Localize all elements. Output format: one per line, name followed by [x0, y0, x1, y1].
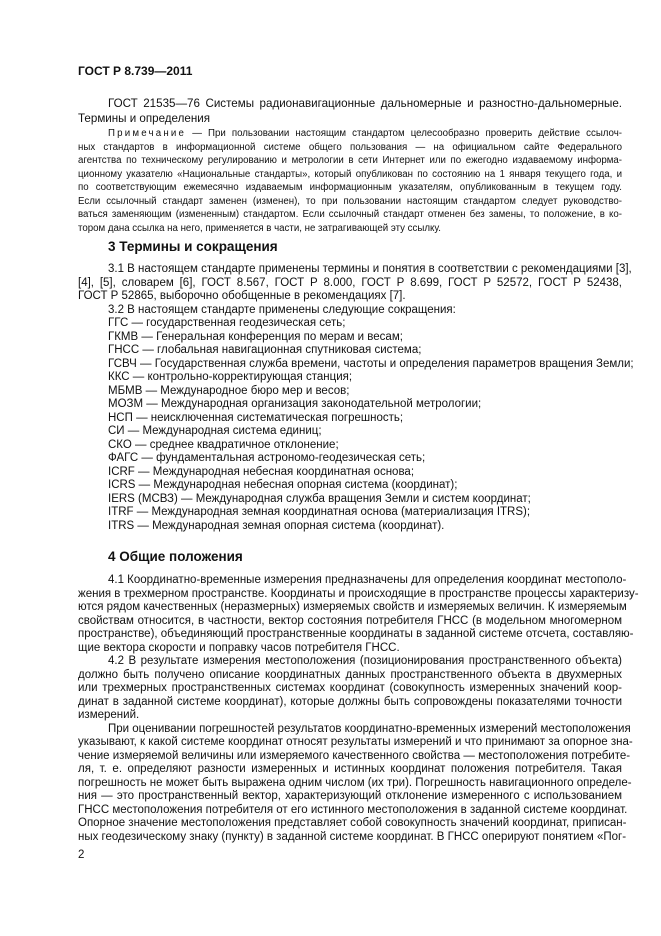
abbreviation-item: ГНСС — глобальная навигационная спутниковая система;: [108, 344, 422, 356]
paragraph-line: ных геодезическому знаку (пункту) в заданной системе координат. В ГНСС оперируют понятием «Пог-: [78, 830, 627, 843]
note-line: агентства по техническому регулированию и метрологии в сети Интернет или по ежегодно издаваемому информа-: [78, 155, 622, 166]
paragraph-line: ния — это пространственный вектор, характеризующий отклонение измеренного с использованием: [78, 790, 622, 802]
paragraph-line: ются рядом качественных (неразмерных) измеряемых свойств и измеряемых величин. К измеряемым: [78, 601, 627, 613]
paragraph-line: При оценивании погрешностей результатов координатно-временных измерений местоположения: [108, 722, 631, 735]
abbreviation-item: НСП — неисключенная систематическая погрешность;: [108, 411, 404, 424]
abbreviation-item: ICRF — Международная небесная координатная основа;: [108, 465, 415, 478]
note-line: [78, 127, 622, 141]
note-line: по соответствующим ежемесячно издаваемым информационным указателям, опубликованным в текущем году.: [78, 182, 622, 193]
paragraph-line: [4], [5], словарем [6], ГОСТ 8.567, ГОСТ Р 8.000, ГОСТ Р 8.699, ГОСТ Р 52572, ГОСТ Р 52438,: [78, 276, 622, 289]
paragraph-line: или трехмерных пространственных системах координат (совокупность измеренных значений коор-: [78, 682, 622, 694]
abbreviation-item: ККС — контрольно-корректирующая станция;: [108, 371, 353, 383]
paragraph-line: свойствам относится, в частности, вектор состояния потребителя ГНСС (в модельном многомерном: [78, 614, 622, 627]
section-4-body: [78, 574, 639, 844]
note-line: ваться заменяющим (измененным) стандартом. Если ссылочный стандарт отменен без замены, то положение, в ко-: [78, 209, 622, 220]
paragraph-line: погрешность не может быть выражена одним числом (их три). Погрешность навигационного определе-: [78, 776, 632, 789]
abbreviation-item: МБМВ — Международное бюро мер и весов;: [108, 384, 350, 397]
paragraph-line: указывают, к какой системе координат относят результаты измерений и что принимают за опорное зна-: [78, 736, 633, 748]
paragraph-line: ля, т. е. определяют разности измеренных и истинных координат положения потребителя. Такая: [78, 763, 622, 775]
section-4-heading: 4 Общие положения: [108, 549, 243, 564]
abbreviation-item: IERS (МСВЗ) — Международная служба вращения Земли и систем координат;: [108, 492, 531, 505]
abbreviation-item: ГКМВ — Генеральная конференция по мерам и весам;: [108, 330, 403, 343]
paragraph-line: динат в заданной системе координат), которые должны быть сопровождены показателями точности: [78, 695, 622, 708]
reference-entry: [78, 96, 622, 126]
note-line: тором дана ссылка на него, применяется в части, не затрагивающей эту ссылку.: [78, 222, 441, 234]
note-text: — При пользовании настоящим стандартом целесообразно проверить действие ссылоч-: [186, 128, 622, 139]
paragraph-line: 3.2 В настоящем стандарте применены следующие сокращения:: [108, 303, 456, 316]
abbreviation-item: ГСВЧ — Государственная служба времени, частоты и определения параметров вращения Земли;: [108, 357, 634, 370]
document-header: ГОСТ Р 8.739—2011: [78, 64, 193, 78]
section-3-body: [78, 263, 634, 533]
paragraph-line: пространстве), объединяющий пространственные координаты в заданной системе отсчета, составляю-: [78, 628, 634, 640]
page-number: 2: [78, 849, 85, 861]
reference-line: Термины и определения: [78, 112, 210, 125]
abbreviation-item: ITRS — Международная земная опорная система (координат).: [108, 519, 445, 532]
paragraph-line: Опорное значение местоположения представляет собой совокупность значений координат, приписан-: [78, 817, 627, 829]
abbreviation-item: СКО — среднее квадратичное отклонение;: [108, 438, 339, 451]
section-3-heading: 3 Термины и сокращения: [108, 239, 278, 254]
reference-line: ГОСТ 21535—76 Системы радионавигационные дальномерные и разностно-дальномерные.: [108, 97, 622, 110]
paragraph-line: 3.1 В настоящем стандарте применены термины и понятия в соответствии с рекомендациями [3],: [108, 263, 632, 275]
abbreviation-item: ICRS — Международная небесная опорная система (координат);: [108, 479, 458, 491]
paragraph-line: ГОСТ Р 52865, выборочно обобщенные в рекомендациях [7].: [78, 290, 406, 302]
paragraph-line: 4.1 Координатно-временные измерения предназначены для определения координат местополо-: [108, 574, 627, 586]
note-paragraph: [78, 127, 622, 235]
abbreviation-item: ITRF — Международная земная координатная основа (материализация ITRS);: [108, 506, 531, 518]
abbreviation-item: СИ — Международная система единиц;: [108, 425, 322, 437]
abbreviation-item: ГГС — государственная геодезическая сеть;: [108, 317, 346, 329]
paragraph-line: ГНСС местоположения потребителя от его истинного местоположения в заданной системе координат.: [78, 803, 628, 816]
paragraph-line: должно быть получено описание координатных данных пространственного объекта в двухмерных: [78, 668, 622, 681]
note-label: Примечание: [108, 128, 187, 139]
paragraph-line: 4.2 В результате измерения местоположения (позиционирования пространственного объекта): [108, 655, 622, 667]
note-line: ных стандартов в информационной системе общего пользования — на официальном сайте Федерального: [78, 141, 622, 153]
paragraph-line: щие вектора скорости и поправку часов потребителя ГНСС.: [78, 641, 400, 654]
note-line: Если ссылочный стандарт заменен (изменен), то при пользовании настоящим стандартом следует руководство-: [78, 195, 622, 207]
paragraph-line: чение измеряемой величины или измеряемого качественного свойства — местоположения потребите-: [78, 749, 631, 762]
paragraph-line: измерений.: [78, 709, 140, 721]
abbreviation-item: МОЗМ — Международная организация законодательной метрологии;: [108, 398, 482, 410]
abbreviation-item: ФАГС — фундаментальная астрономо-геодезическая сеть;: [108, 452, 426, 464]
note-line: ционному указателю «Национальные стандарты», который опубликован по состоянию на 1 января текущего года, и: [78, 168, 622, 180]
paragraph-line: жения в трехмерном пространстве. Координаты и происходящие в пространстве процессы характеризу-: [78, 587, 639, 600]
